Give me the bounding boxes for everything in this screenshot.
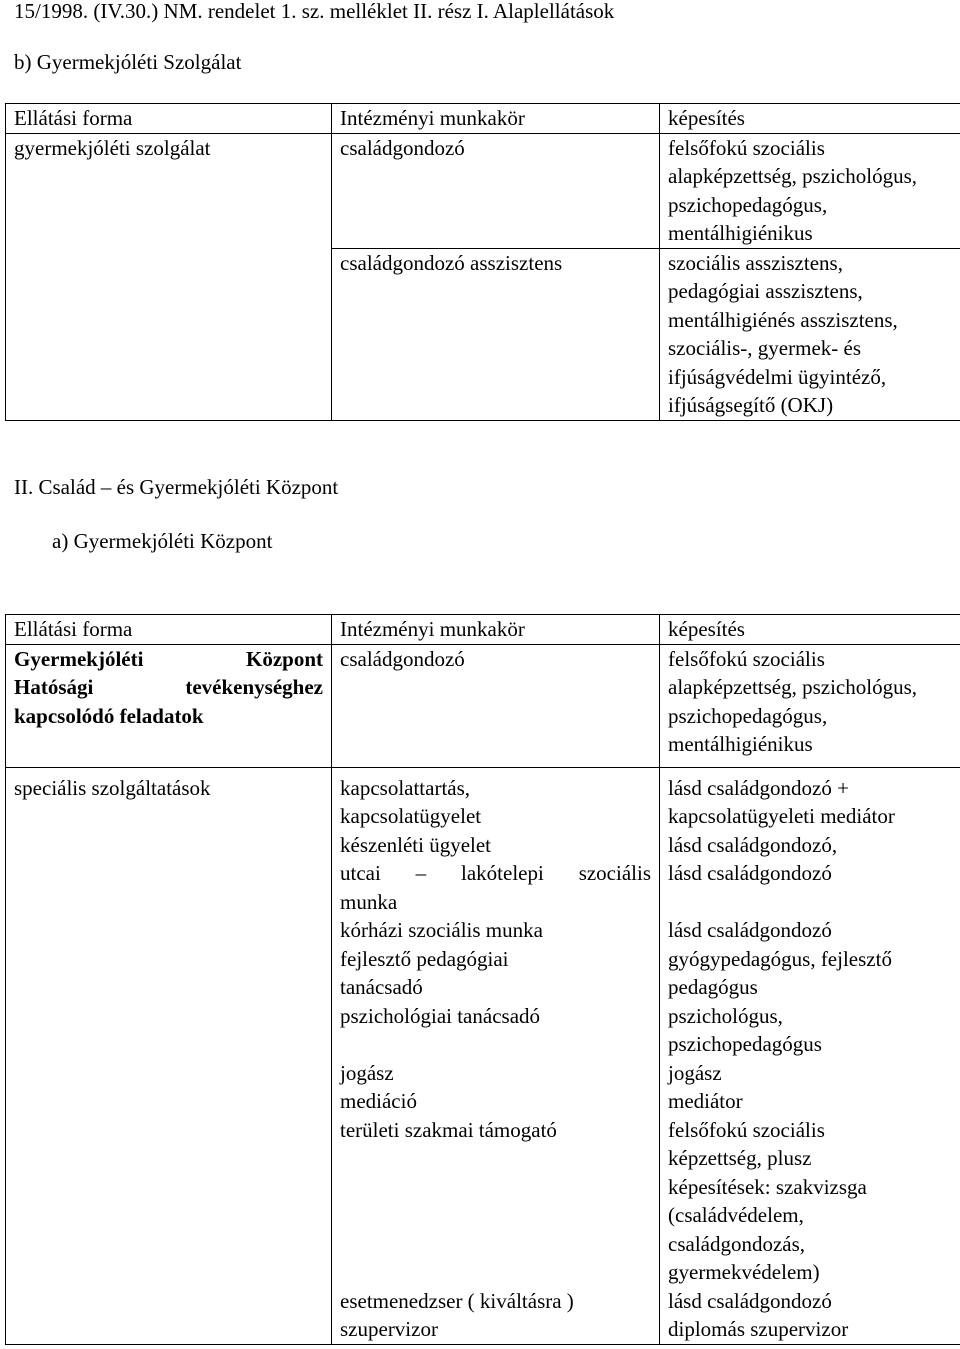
list-item: mediáció xyxy=(340,1089,417,1113)
list-item: utcai – lakótelepi szociális munka xyxy=(340,861,651,914)
section-subtitle: a) Gyermekjóléti Központ xyxy=(52,529,273,553)
list-item: lásd családgondozó xyxy=(668,861,832,885)
table-row xyxy=(6,248,960,420)
cell-kepesites: felsőfokú szociális alapképzettség, pszichológus, pszichopedagógus, mentálhigiénikus xyxy=(660,644,960,767)
section-subtitle: b) Gyermekjóléti Szolgálat xyxy=(14,50,242,74)
document-header: 15/1998. (IV.30.) NM. rendelet 1. sz. melléklet II. rész I. Alaplellátások xyxy=(14,0,615,23)
list-item: jogász xyxy=(340,1060,394,1085)
list-item: esetmenedzser ( kiváltásra ) xyxy=(340,1288,574,1313)
header-ellatasi-forma: Ellátási forma xyxy=(6,615,332,645)
cell-forma-empty xyxy=(6,248,332,420)
table-row xyxy=(6,133,960,248)
header-kepesites: képesítés xyxy=(660,104,960,134)
header-ellatasi-forma: Ellátási forma xyxy=(6,104,332,134)
section-title: II. Család – és Gyermekjóléti Központ xyxy=(14,475,339,499)
cell-munkakor: családgondozó xyxy=(332,644,660,767)
list-item: területi szakmai támogató xyxy=(340,1117,557,1142)
list-item: lásd családgondozó xyxy=(668,1288,832,1313)
table-row xyxy=(6,767,960,1344)
cell-forma: gyermekjóléti szolgálat xyxy=(6,133,332,248)
cell-forma: Gyermekjóléti Központ Hatósági tevékenységhez kapcsolódó feladatok xyxy=(6,644,332,767)
list-item: mediátor xyxy=(668,1089,743,1113)
cell-forma: speciális szolgáltatások xyxy=(6,767,332,1344)
list-item: jogász xyxy=(668,1060,722,1085)
cell-munkakor: családgondozó xyxy=(332,133,660,248)
table-header-row xyxy=(6,615,960,645)
list-item: kórházi szociális munka xyxy=(340,918,543,942)
cell-munkakor-list xyxy=(332,767,660,1344)
list-item: kapcsolattartás, kapcsolatügyelet xyxy=(340,775,482,828)
list-item: lásd családgondozó, xyxy=(668,832,838,857)
list-item: lásd családgondozó + kapcsolatügyeleti mediátor xyxy=(668,775,895,828)
list-item: fejlesztő pedagógiai tanácsadó xyxy=(340,946,509,999)
list-item: pszichológiai tanácsadó xyxy=(340,1003,541,1028)
list-item: pszichológus, pszichopedagógus xyxy=(668,1003,822,1056)
cell-kepesites-list xyxy=(660,767,960,1344)
cell-kepesites: felsőfokú szociális alapképzettség, pszichológus, pszichopedagógus, mentálhigiénikus xyxy=(660,133,960,248)
table-gyermekjoleti-kozpont xyxy=(5,614,960,1345)
list-item: gyógypedagógus, fejlesztő pedagógus xyxy=(668,946,892,999)
list-item: felsőfokú szociális képzettség, plusz képesítések: szakvizsga (családvédelem, családgondozás, gyermekvédelem) xyxy=(668,1117,867,1284)
table-gyermekjoleti-szolgalat xyxy=(5,103,960,421)
header-intezmenyi-munkakor: Intézményi munkakör xyxy=(332,615,660,645)
header-kepesites: képesítés xyxy=(660,615,960,645)
list-item: diplomás szupervizor xyxy=(668,1317,849,1341)
header-intezmenyi-munkakor: Intézményi munkakör xyxy=(332,104,660,134)
cell-munkakor: családgondozó asszisztens xyxy=(332,248,660,420)
list-item: szupervizor xyxy=(340,1317,438,1341)
table-header-row xyxy=(6,104,960,134)
list-item: készenléti ügyelet xyxy=(340,832,492,857)
table-row xyxy=(6,644,960,767)
cell-kepesites: szociális asszisztens, pedagógiai asszisztens, mentálhigiénés asszisztens, szociális-, gyermek- és ifjúságvédelmi ügyintéző, ifjúságsegítő (OKJ) xyxy=(660,248,960,420)
list-item: lásd családgondozó xyxy=(668,918,832,942)
